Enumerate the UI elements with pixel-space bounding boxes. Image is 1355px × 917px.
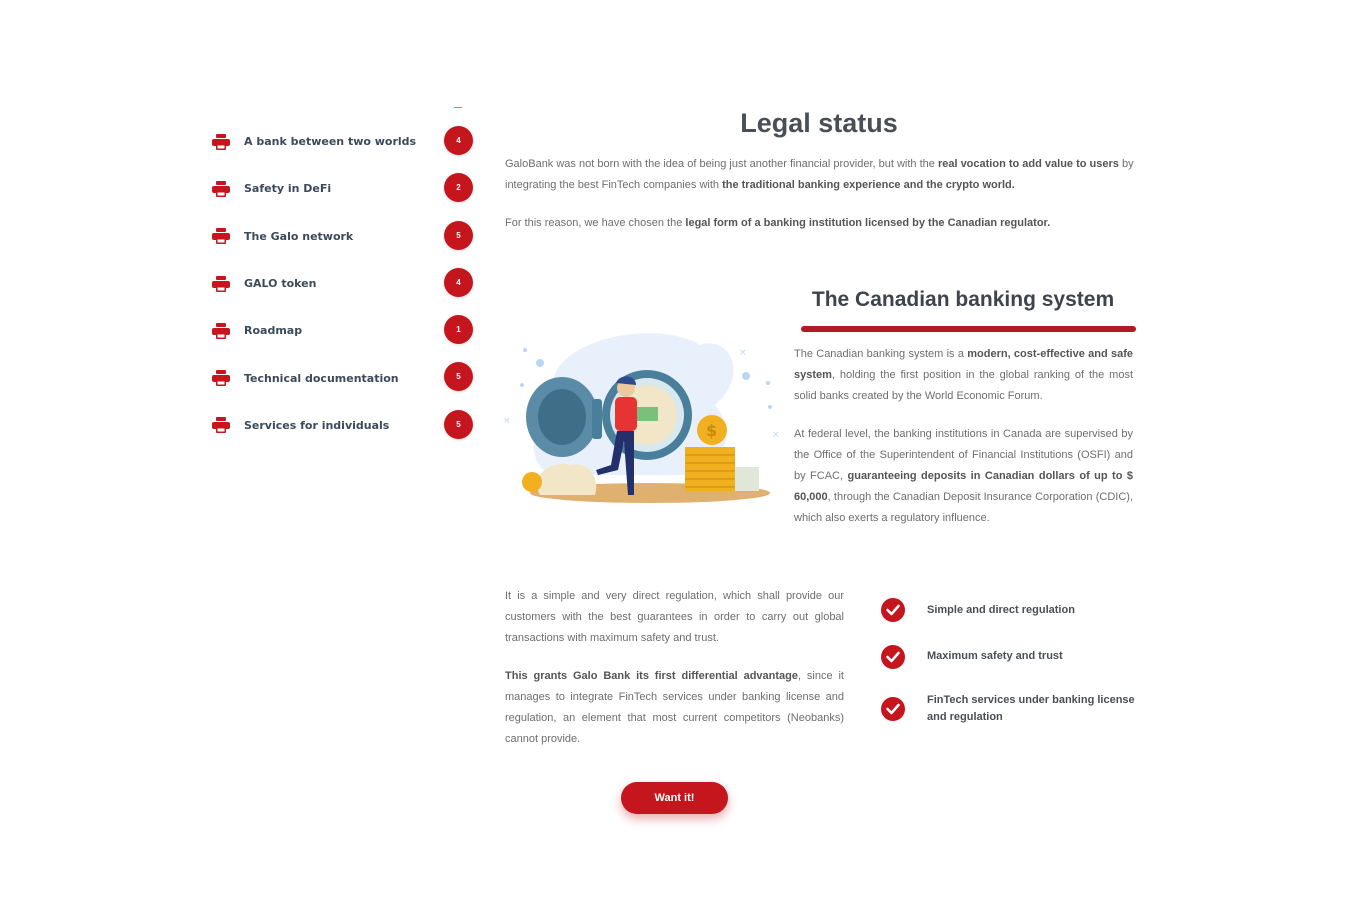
legal-paragraph-1 — [505, 154, 1135, 196]
legal-p1-bold-2: the traditional banking experience and the crypto world. — [722, 179, 1015, 191]
canadian-p2-text-2: , through the Canadian Deposit Insurance Corporation (CDIC), which also exerts a regulatory influence. — [794, 491, 1133, 524]
checklist-item-simple-regulation: Simple and direct regulation — [927, 604, 1075, 616]
printer-icon — [210, 226, 232, 246]
sidebar-item-count-badge: 2 — [444, 173, 473, 202]
sidebar-item-label: The Galo network — [244, 229, 354, 243]
canadian-banking-title: The Canadian banking system — [811, 288, 1115, 311]
printer-icon — [210, 132, 232, 152]
svg-text:$: $ — [706, 421, 718, 440]
sidebar-item-count-badge: 5 — [444, 410, 473, 439]
sidebar-item-label: Safety in DeFi — [244, 182, 332, 196]
svg-text:×: × — [739, 348, 747, 358]
sidebar-item-roadmap[interactable] — [205, 307, 480, 354]
legal-status-title: Legal status — [740, 108, 898, 138]
canadian-p1-text-2: , holding the first position in the global ranking of the most solid banks created by the World Economic Forum. — [794, 369, 1133, 402]
sidebar-item-safety-defi[interactable] — [205, 165, 480, 212]
svg-text:×: × — [503, 416, 511, 426]
want-it-button[interactable]: Want it! — [621, 782, 728, 814]
legal-p2-bold: legal form of a banking institution licensed by the Canadian regulator. — [685, 217, 1051, 229]
checklist-item-safety-trust: Maximum safety and trust — [927, 650, 1063, 662]
title-underline — [801, 326, 1136, 332]
legal-paragraph-2 — [505, 213, 1135, 234]
printer-icon — [210, 368, 232, 388]
sidebar-item-label: Roadmap — [244, 324, 303, 338]
canadian-p2-bold: guaranteeing deposits in Canadian dollars of up to $ 60,000 — [794, 470, 1133, 503]
sidebar-item-label: GALO token — [244, 277, 317, 291]
regulation-paragraph-1: It is a simple and very direct regulation, which shall provide our customers with the best guarantees in order to carry out global transactions with maximum safety and trust. — [505, 590, 844, 644]
sidebar-scroll-marker — [454, 107, 462, 108]
check-circle-icon — [881, 697, 905, 721]
regulation-p2-text: , since it manages to integrate FinTech services under banking license and regulation, an element that most current competitors (Neobanks) cannot provide. — [505, 670, 844, 745]
legal-p1-bold: real vocation to add value to users — [937, 158, 1119, 170]
sidebar-item-label: Technical documentation — [244, 371, 399, 385]
printer-icon — [210, 179, 232, 199]
sidebar-nav — [205, 118, 480, 449]
sidebar-item-technical-documentation[interactable] — [205, 354, 480, 401]
sidebar-item-count-badge: 5 — [444, 362, 473, 391]
canadian-paragraph-2 — [794, 424, 1133, 529]
canadian-paragraph-1 — [794, 344, 1133, 407]
legal-p2-text: For this reason, we have chosen the — [505, 217, 686, 229]
canadian-p1-text: The Canadian banking system is a — [794, 348, 968, 360]
sidebar-item-galo-network[interactable] — [205, 213, 480, 260]
check-circle-icon — [881, 598, 905, 622]
svg-text:×: × — [772, 430, 780, 440]
sidebar-item-count-badge: 4 — [444, 268, 473, 297]
legal-p1-text-2: by integrating the best FinTech companies with — [505, 158, 1134, 191]
sidebar-item-count-badge: 1 — [444, 315, 473, 344]
sidebar-item-bank-between-worlds[interactable] — [205, 118, 480, 165]
sidebar-item-services-individuals[interactable] — [205, 402, 480, 449]
sidebar-item-label: Services for individuals — [244, 418, 390, 432]
checklist-item-fintech-license: FinTech services under banking license and regulation — [927, 694, 1135, 723]
check-circle-icon — [881, 645, 905, 669]
printer-icon — [210, 321, 232, 341]
canadian-p1-bold: modern, cost-effective and safe system — [794, 348, 1133, 381]
printer-icon — [210, 274, 232, 294]
regulation-p2-bold: This grants Galo Bank its first differential advantage — [505, 670, 798, 682]
sidebar-item-count-badge: 5 — [444, 221, 473, 250]
bank-vault-illustration — [500, 325, 785, 515]
canadian-p2-text: At federal level, the banking institutions in Canada are supervised by the Office of the Superintendent of Financial Institutions (OSFI) and by FCAC, — [794, 428, 1133, 482]
regulation-paragraph-2 — [505, 666, 844, 750]
printer-icon — [210, 415, 232, 435]
sidebar-item-galo-token[interactable] — [205, 260, 480, 307]
sidebar-item-label: A bank between two worlds — [244, 135, 417, 149]
legal-p1-text: GaloBank was not born with the idea of being just another financial provider, but with the — [505, 158, 938, 170]
sidebar-item-count-badge: 4 — [444, 126, 473, 155]
